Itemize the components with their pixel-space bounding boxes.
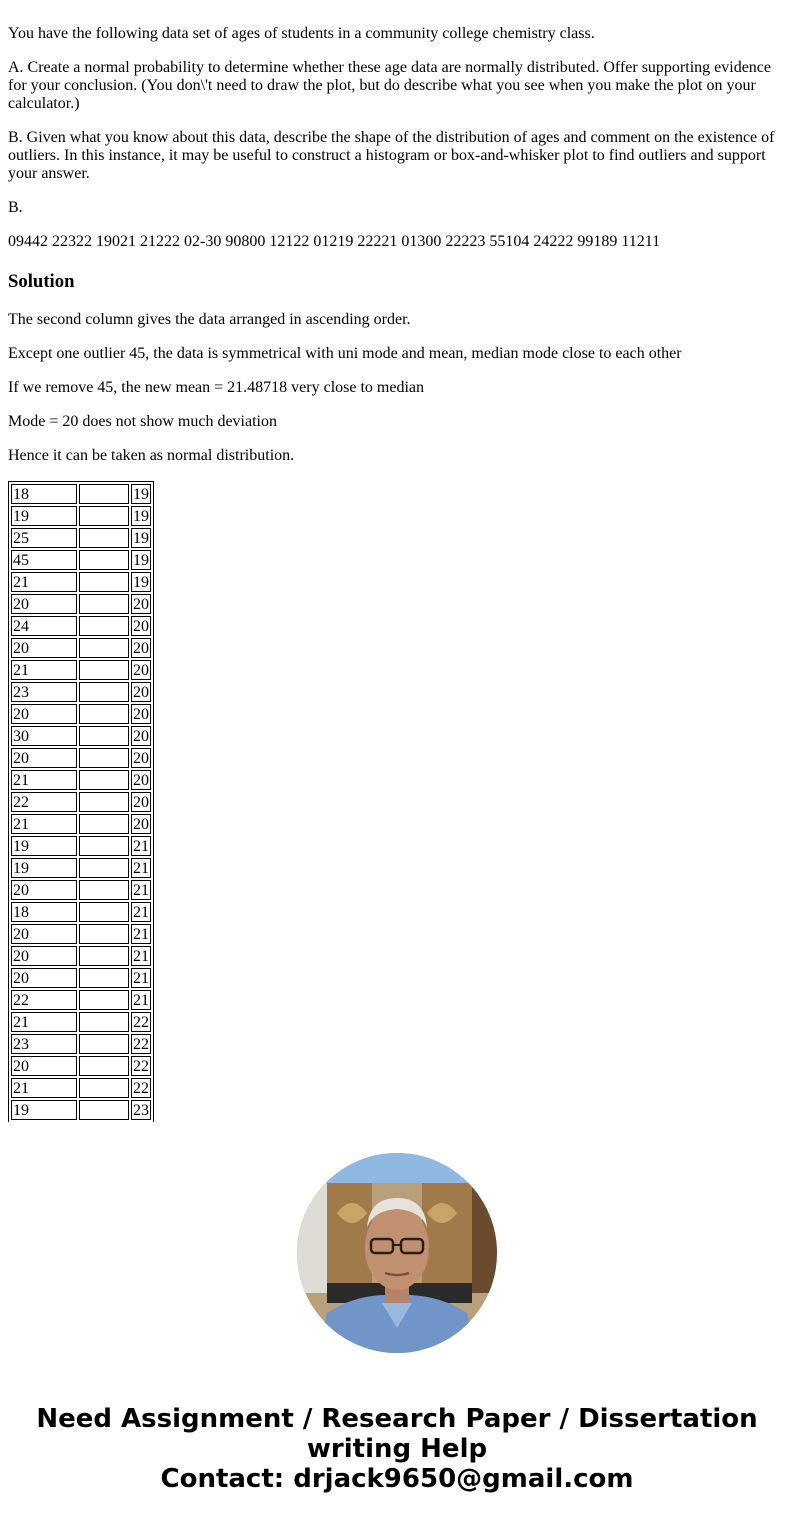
cell-empty <box>79 550 129 570</box>
cell-original-age: 24 <box>11 616 77 636</box>
solution-paragraph: Mode = 20 does not show much deviation <box>8 413 277 430</box>
cell-original-age: 21 <box>11 1012 77 1032</box>
cell-empty <box>79 1012 129 1032</box>
table-row <box>11 770 151 790</box>
table-row <box>11 1078 151 1098</box>
cell-original-age: 18 <box>11 484 77 504</box>
solution-paragraph: Except one outlier 45, the data is symmetrical with uni mode and mean, median mode close to each other <box>8 345 682 362</box>
avatar-photo <box>297 1153 497 1353</box>
cell-empty <box>79 660 129 680</box>
cell-original-age: 20 <box>11 968 77 988</box>
cell-sorted-age: 19 <box>133 486 149 503</box>
promo-banner <box>0 1404 794 1494</box>
cell-original-age: 22 <box>11 990 77 1010</box>
table-row <box>11 660 151 680</box>
cell-empty <box>79 528 129 548</box>
cell-sorted-age: 20 <box>133 772 149 789</box>
cell-sorted-age: 19 <box>133 574 149 591</box>
solution-paragraph: The second column gives the data arranged in ascending order. <box>8 311 411 328</box>
cell-sorted-age: 20 <box>133 728 149 745</box>
cell-original-age: 25 <box>11 528 77 548</box>
table-row <box>11 880 151 900</box>
cell-empty <box>79 748 129 768</box>
table-row <box>11 594 151 614</box>
cell-original-age: 45 <box>11 550 77 570</box>
cell-empty <box>79 572 129 592</box>
cell-empty <box>79 484 129 504</box>
cell-original-age: 30 <box>11 726 77 746</box>
table-row <box>11 968 151 988</box>
table-row <box>11 506 151 526</box>
cell-original-age: 20 <box>11 880 77 900</box>
cell-empty <box>79 594 129 614</box>
table-row <box>11 704 151 724</box>
cell-original-age: 21 <box>11 1078 77 1098</box>
cell-sorted-age: 21 <box>133 948 149 965</box>
cell-empty <box>79 1034 129 1054</box>
cell-empty <box>79 1100 129 1120</box>
cell-sorted-age: 21 <box>133 970 149 987</box>
cell-empty <box>79 770 129 790</box>
cell-sorted-age: 20 <box>133 618 149 635</box>
cell-sorted-age: 19 <box>133 552 149 569</box>
cell-sorted-age: 21 <box>133 992 149 1009</box>
cell-sorted-age: 20 <box>133 596 149 613</box>
cell-empty <box>79 946 129 966</box>
cell-original-age: 20 <box>11 748 77 768</box>
cell-original-age: 23 <box>11 1034 77 1054</box>
table-row <box>11 484 151 504</box>
cell-original-age: 19 <box>11 858 77 878</box>
author-avatar <box>297 1153 497 1353</box>
cell-original-age: 22 <box>11 792 77 812</box>
cell-empty <box>79 814 129 834</box>
cell-sorted-age: 21 <box>133 860 149 877</box>
table-row <box>11 1100 151 1120</box>
cell-sorted-age: 20 <box>133 794 149 811</box>
cell-sorted-age: 20 <box>133 684 149 701</box>
cell-original-age: 20 <box>11 704 77 724</box>
cell-original-age: 21 <box>11 572 77 592</box>
table-row <box>11 682 151 702</box>
cell-original-age: 20 <box>11 946 77 966</box>
cell-sorted-age: 19 <box>133 530 149 547</box>
cell-sorted-age: 20 <box>133 706 149 723</box>
table-row <box>11 528 151 548</box>
cell-original-age: 23 <box>11 682 77 702</box>
table-row <box>11 748 151 768</box>
promo-line-3: Contact: drjack9650@gmail.com <box>160 1464 634 1494</box>
table-row <box>11 924 151 944</box>
cell-sorted-age: 22 <box>133 1014 149 1031</box>
cell-empty <box>79 836 129 856</box>
cell-original-age: 21 <box>11 660 77 680</box>
table-row <box>11 572 151 592</box>
cell-sorted-age: 23 <box>133 1102 149 1119</box>
cell-empty <box>79 682 129 702</box>
cell-empty <box>79 990 129 1010</box>
table-row <box>11 858 151 878</box>
cell-sorted-age: 20 <box>133 662 149 679</box>
table-row <box>11 638 151 658</box>
b-label: B. <box>8 199 23 216</box>
table-row <box>11 726 151 746</box>
cell-empty <box>79 902 129 922</box>
data-line: 09442 22322 19021 21222 02-30 90800 12122 01219 22221 01300 22223 55104 24222 99189 11211 <box>8 233 661 250</box>
question-part-b: B. Given what you know about this data, describe the shape of the distribution of ages and comment on the existence of outliers. In this instance, it may be useful to construct a histogram or box-and-whisker plot to find outliers and support your answer. <box>8 129 775 182</box>
cell-original-age: 20 <box>11 594 77 614</box>
cell-empty <box>79 924 129 944</box>
cell-sorted-age: 20 <box>133 640 149 657</box>
question-part-a: A. Create a normal probability to determine whether these age data are normally distributed. Offer supporting evidence for your conclusion. (You don\'t need to draw the plot, but do describe what you see when you make the plot on your calculator.) <box>8 59 771 112</box>
cell-empty <box>79 616 129 636</box>
solution-heading: Solution <box>8 271 75 292</box>
cell-original-age: 20 <box>11 1056 77 1076</box>
promo-line-1: Need Assignment / Research Paper / Dissertation <box>36 1404 758 1434</box>
cell-sorted-age: 22 <box>133 1080 149 1097</box>
table-row <box>11 1012 151 1032</box>
cell-original-age: 21 <box>11 770 77 790</box>
cell-sorted-age: 20 <box>133 816 149 833</box>
cell-empty <box>79 638 129 658</box>
table-row <box>11 946 151 966</box>
table-row <box>11 836 151 856</box>
cell-empty <box>79 1056 129 1076</box>
cell-sorted-age: 22 <box>133 1036 149 1053</box>
table-row <box>11 550 151 570</box>
document-body <box>8 0 786 1127</box>
cell-sorted-age: 21 <box>133 838 149 855</box>
cell-empty <box>79 968 129 988</box>
cell-empty <box>79 880 129 900</box>
cell-sorted-age: 20 <box>133 750 149 767</box>
cell-sorted-age: 21 <box>133 926 149 943</box>
cell-empty <box>79 858 129 878</box>
promo-line-2: writing Help <box>306 1434 488 1464</box>
cell-empty <box>79 1078 129 1098</box>
solution-paragraph: Hence it can be taken as normal distribution. <box>8 447 295 464</box>
table-row <box>11 902 151 922</box>
cell-sorted-age: 21 <box>133 882 149 899</box>
cell-sorted-age: 21 <box>133 904 149 921</box>
table-row <box>11 814 151 834</box>
table-row <box>11 616 151 636</box>
question-intro: You have the following data set of ages of students in a community college chemistry class. <box>8 25 595 42</box>
cell-original-age: 20 <box>11 924 77 944</box>
cell-sorted-age: 22 <box>133 1058 149 1075</box>
cell-original-age: 19 <box>11 836 77 856</box>
cell-original-age: 18 <box>11 902 77 922</box>
data-table <box>8 481 154 1122</box>
table-row <box>11 990 151 1010</box>
cell-sorted-age: 19 <box>133 508 149 525</box>
data-table-container[interactable] <box>8 481 154 1122</box>
table-row <box>11 792 151 812</box>
cell-original-age: 20 <box>11 638 77 658</box>
cell-original-age: 19 <box>11 1100 77 1120</box>
solution-paragraph: If we remove 45, the new mean = 21.48718 very close to median <box>8 379 425 396</box>
cell-empty <box>79 704 129 724</box>
cell-empty <box>79 726 129 746</box>
cell-original-age: 19 <box>11 506 77 526</box>
cell-empty <box>79 792 129 812</box>
table-row <box>11 1034 151 1054</box>
cell-original-age: 21 <box>11 814 77 834</box>
cell-empty <box>79 506 129 526</box>
table-row <box>11 1056 151 1076</box>
